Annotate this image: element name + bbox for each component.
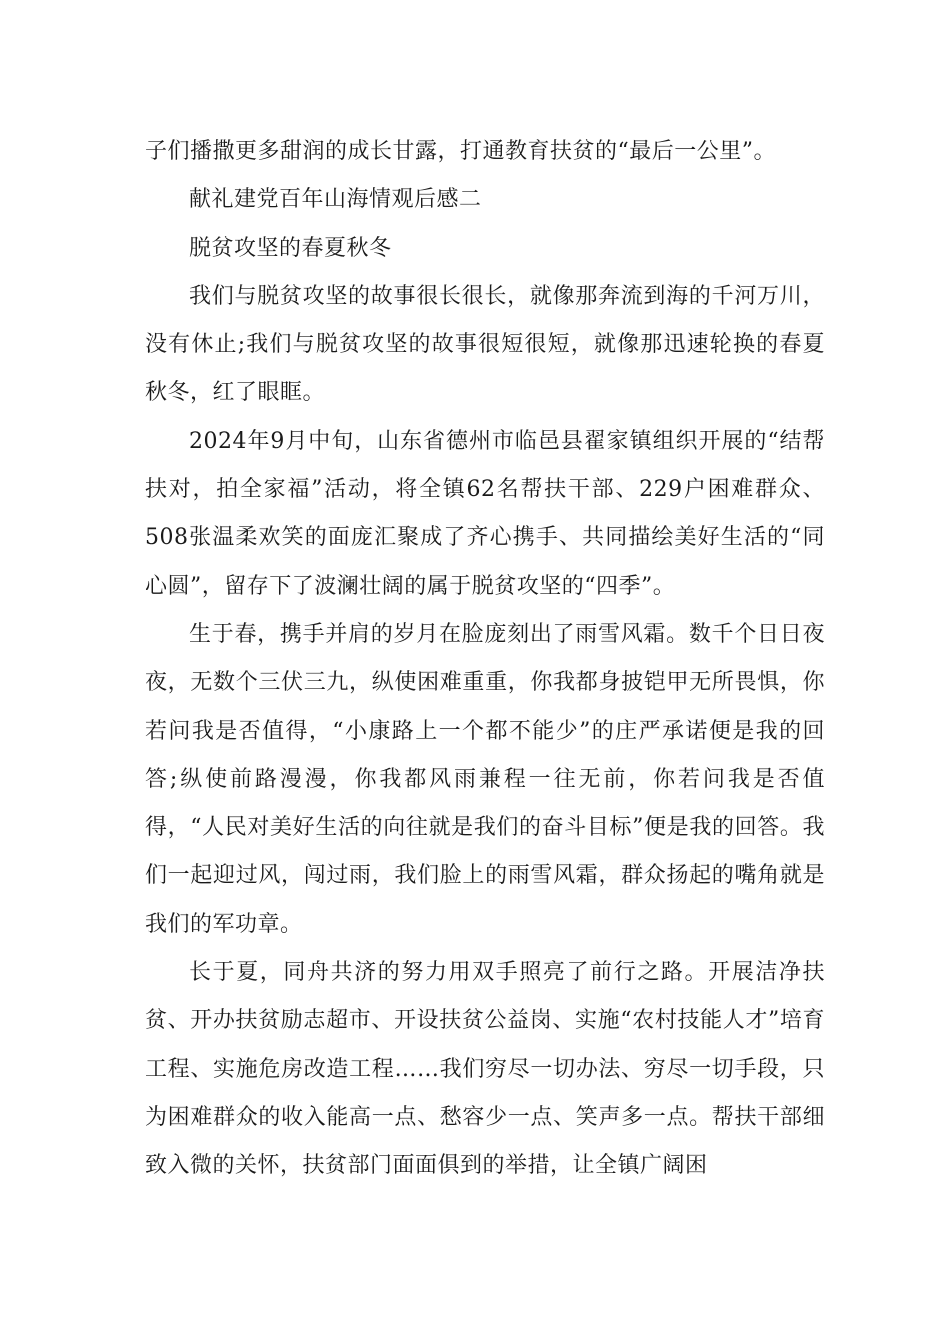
section-subtitle: 脱贫攻坚的春夏秋冬 bbox=[189, 235, 392, 261]
paragraph-intro: 我们与脱贫攻坚的故事很长很长，就像那奔流到海的千河万川，没有休止;我们与脱贫攻坚的故事很短很短，就像那迅速轮换的春夏秋冬，红了眼眶。 bbox=[145, 283, 825, 406]
section-title: 献礼建党百年山海情观后感二 bbox=[189, 187, 482, 213]
document-body bbox=[145, 128, 825, 1191]
paragraph-continuation: 子们播撒更多甜润的成长甘露，打通教育扶贫的“最后一公里”。 bbox=[145, 139, 776, 164]
paragraph-spring: 生于春，携手并肩的岁月在脸庞刻出了雨雪风霜。数千个日日夜夜，无数个三伏三九，纵使困难重重，你我都身披铠甲无所畏惧，你若问我是否值得，“小康路上一个都不能少”的庄严承诺便是我的回答;纵使前路漫漫，你我都风雨兼程一往无前，你若问我是否值得，“人民对美好生活的向往就是我们的奋斗目标”便是我的回答。我们一起迎过风，闯过雨，我们脸上的雨雪风霜，群众扬起的嘴角就是我们的军功章。 bbox=[145, 621, 825, 937]
paragraph-event: 2024年9月中旬，山东省德州市临邑县翟家镇组织开展的“结帮扶对，拍全家福”活动，将全镇62名帮扶干部、229户困难群众、508张温柔欢笑的面庞汇聚成了齐心携手、共同描绘美好生活的“同心圆”，留存下了波澜壮阔的属于脱贫攻坚的“四季”。 bbox=[145, 428, 825, 599]
paragraph-summer: 长于夏，同舟共济的努力用双手照亮了前行之路。开展洁净扶贫、开办扶贫励志超市、开设扶贫公益岗、实施“农村技能人才”培育工程、实施危房改造工程……我们穷尽一切办法、穷尽一切手段，只为困难群众的收入能高一点、愁容少一点、笑声多一点。帮扶干部细致入微的关怀，扶贫部门面面俱到的举措，让全镇广阔困 bbox=[145, 960, 825, 1179]
